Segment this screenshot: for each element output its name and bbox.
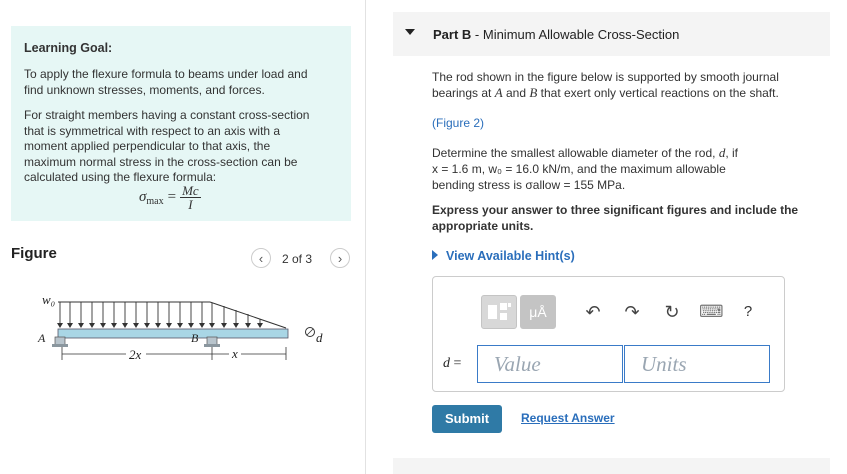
redo-icon[interactable]: ↷	[624, 302, 640, 322]
templates-icon	[482, 296, 516, 328]
next-figure-button[interactable]	[330, 248, 350, 268]
prev-figure-button[interactable]	[251, 248, 271, 268]
bearing-b	[204, 337, 220, 347]
answer-instructions: Express your answer to three significant figures and include the appropriate units.	[432, 203, 799, 233]
templates-button[interactable]	[481, 295, 517, 329]
rod-beam	[58, 329, 288, 338]
label-2x: 2x	[129, 347, 142, 362]
next-part-header	[393, 458, 830, 474]
learning-goal-paragraph-1: To apply the flexure formula to beams under load and find unknown stresses, moments, and forces.	[24, 67, 308, 97]
label-d: d	[316, 330, 323, 345]
problem-question: Determine the smallest allowable diameter of the rod, d, if x = 1.6 m, w₀ = 16.0 kN/m, and the maximum allowable bending stress is σallow = 155 MPa.	[432, 145, 738, 192]
answer-box	[432, 276, 785, 392]
caret-right-icon	[432, 250, 438, 260]
label-b: B	[191, 331, 199, 345]
load-arrowheads	[57, 323, 263, 328]
learning-goal-title: Learning Goal:	[24, 41, 113, 55]
answer-variable-label: d =	[443, 356, 462, 371]
part-b-header[interactable]	[393, 12, 830, 56]
undo-icon[interactable]: ↶	[585, 302, 601, 322]
value-input[interactable]: Value	[477, 345, 623, 383]
units-input[interactable]: Units	[624, 345, 770, 383]
submit-button[interactable]: Submit	[432, 405, 502, 433]
caret-down-icon	[405, 29, 415, 35]
figure-pager: 2 of 3	[282, 252, 313, 266]
figure-title: Figure	[11, 245, 57, 262]
help-icon[interactable]: ?	[743, 303, 753, 320]
request-answer-link[interactable]: Request Answer	[521, 411, 615, 425]
bearing-a	[52, 337, 68, 347]
label-a: A	[38, 331, 46, 345]
chevron-right-icon: ›	[337, 251, 343, 266]
beam-figure	[30, 284, 340, 374]
keyboard-icon[interactable]: ⌨	[699, 302, 724, 321]
label-x: x	[232, 346, 238, 361]
label-w0: w₀	[42, 292, 56, 307]
part-b-title: Part B - Minimum Allowable Cross-Section	[433, 27, 680, 42]
problem-intro: The rod shown in the figure below is supported by smooth journal bearings at A and B that exert only vertical reactions on the shaft.	[432, 70, 779, 100]
view-hints-toggle[interactable]: View Available Hint(s)	[432, 249, 575, 263]
reset-icon[interactable]: ↻	[664, 302, 680, 322]
learning-goal-paragraph-2: For straight members having a constant cross-section that is symmetrical with respect to an axis with a moment applied perpendicular to that axis, the maximum normal stress in the cross-section can be calculated using the flexure formula:	[24, 108, 310, 184]
panel-divider	[365, 0, 366, 474]
figure-2-link[interactable]: (Figure 2)	[432, 116, 485, 130]
load-arrows	[60, 302, 260, 326]
flexure-formula: $\sigma_{max}$ = $\frac{Mc}{I}$	[139, 183, 199, 212]
units-button[interactable]: μÅ	[520, 295, 556, 329]
chevron-left-icon: ‹	[258, 251, 264, 266]
learning-goal-panel	[11, 26, 351, 221]
